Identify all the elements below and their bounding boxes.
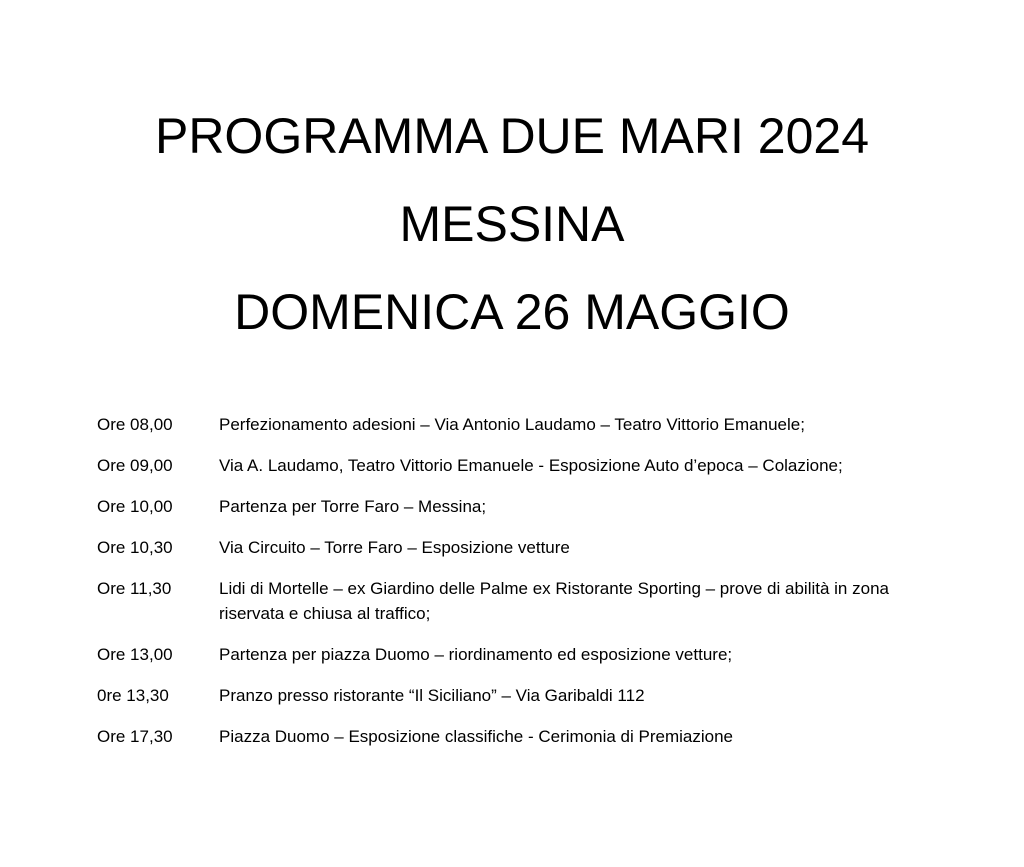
schedule-time: Ore 08,00 bbox=[97, 415, 173, 434]
schedule-time: Ore 10,00 bbox=[97, 497, 173, 516]
schedule-description: Via A. Laudamo, Teatro Vittorio Emanuele - Esposizione Auto d’epoca – Colazione; bbox=[219, 456, 843, 475]
schedule-row bbox=[97, 494, 957, 519]
schedule-description: Perfezionamento adesioni – Via Antonio Laudamo – Teatro Vittorio Emanuele; bbox=[219, 415, 805, 434]
schedule-row bbox=[97, 642, 957, 667]
schedule-time: Ore 13,00 bbox=[97, 645, 173, 664]
schedule-description: Piazza Duomo – Esposizione classifiche - Cerimonia di Premiazione bbox=[219, 727, 734, 746]
schedule-row bbox=[97, 683, 957, 708]
schedule-time: Ore 09,00 bbox=[97, 456, 173, 475]
title-block bbox=[0, 92, 1024, 356]
schedule-description: Via Circuito – Torre Faro – Esposizione vetture bbox=[219, 538, 570, 557]
schedule-time: Ore 10,30 bbox=[97, 538, 173, 557]
schedule-row bbox=[97, 453, 957, 478]
schedule-row bbox=[97, 412, 957, 437]
program-title: PROGRAMMA DUE MARI 2024 bbox=[154, 108, 870, 164]
schedule-row bbox=[97, 535, 957, 560]
schedule-time: 0re 13,30 bbox=[97, 686, 169, 705]
schedule-time: Ore 11,30 bbox=[97, 579, 172, 598]
schedule-description: Partenza per piazza Duomo – riordinamento ed esposizione vetture; bbox=[219, 645, 733, 664]
schedule-description: Pranzo presso ristorante “Il Siciliano” – Via Garibaldi 112 bbox=[219, 686, 645, 705]
program-date: DOMENICA 26 MAGGIO bbox=[234, 284, 790, 340]
schedule-time: Ore 17,30 bbox=[97, 727, 173, 746]
program-city: MESSINA bbox=[399, 196, 625, 252]
schedule-row bbox=[97, 576, 957, 626]
schedule-description: Lidi di Mortelle – ex Giardino delle Palme ex Ristorante Sporting – prove di abilità in zona riservata e chiusa al traffico; bbox=[219, 579, 889, 623]
schedule-list bbox=[97, 412, 957, 765]
schedule-description: Partenza per Torre Faro – Messina; bbox=[219, 497, 487, 516]
schedule-row bbox=[97, 724, 957, 749]
